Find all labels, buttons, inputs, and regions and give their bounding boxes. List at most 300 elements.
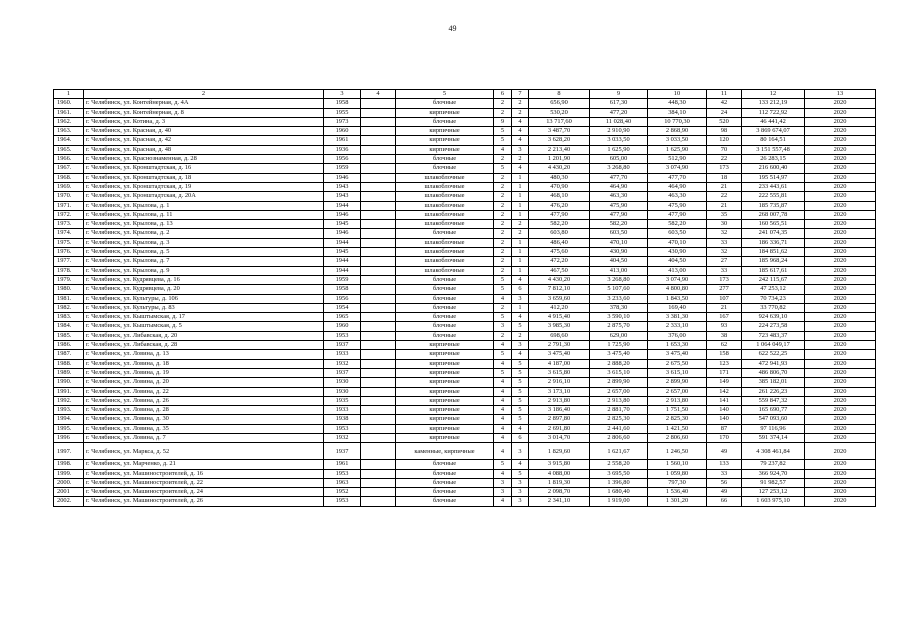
header-cell-total-area: 8 — [529, 90, 590, 99]
cell-total-area: 2 916,10 — [529, 378, 590, 387]
cell-wall-material: кирпичные — [396, 145, 494, 154]
cell-private-area: 464,90 — [648, 182, 707, 191]
table-row — [54, 294, 876, 303]
cell-year-built: 1945 — [324, 220, 361, 229]
cell-wall-material: блочные — [396, 488, 494, 497]
cell-row-number: 1989. — [54, 368, 84, 377]
cell-row-number: 1960. — [54, 99, 84, 108]
cell-entrances: 5 — [512, 469, 529, 478]
cell-col-4 — [361, 248, 396, 257]
cell-total-area: 4 915,40 — [529, 313, 590, 322]
cell-wall-material: кирпичные — [396, 378, 494, 387]
cell-cost: 133 212,19 — [742, 99, 805, 108]
cell-private-area: 797,30 — [648, 478, 707, 487]
cell-total-area: 4 088,00 — [529, 469, 590, 478]
cell-address: г. Челябинск, ул. Кронштадтская, д. 18 — [84, 173, 324, 182]
cell-residents: 38 — [707, 331, 742, 340]
cell-year: 2020 — [805, 127, 876, 136]
cell-year: 2020 — [805, 378, 876, 387]
table-row — [54, 396, 876, 405]
cell-row-number: 1979. — [54, 275, 84, 284]
cell-private-area: 2 913,80 — [648, 396, 707, 405]
cell-address: г. Челябинск, ул. Ловина, д. 22 — [84, 387, 324, 396]
cell-year: 2020 — [805, 229, 876, 238]
header-cell-cost: 12 — [742, 90, 805, 99]
cell-residents: 35 — [707, 210, 742, 219]
cell-residents: 173 — [707, 275, 742, 284]
cell-year: 2020 — [805, 478, 876, 487]
cell-row-number: 1974. — [54, 229, 84, 238]
cell-address: г. Челябинск, ул. Ловина, д. 18 — [84, 359, 324, 368]
cell-entrances: 5 — [512, 396, 529, 405]
cell-wall-material: блочные — [396, 99, 494, 108]
cell-cost: 70 734,23 — [742, 294, 805, 303]
cell-cost: 472 941,93 — [742, 359, 805, 368]
cell-floors: 5 — [494, 164, 512, 173]
cell-total-area: 3 615,80 — [529, 368, 590, 377]
table-row — [54, 248, 876, 257]
cell-residents: 98 — [707, 127, 742, 136]
cell-floors: 4 — [494, 294, 512, 303]
cell-row-number: 1962. — [54, 117, 84, 126]
table-row — [54, 443, 876, 460]
cell-cost: 3 151 557,48 — [742, 145, 805, 154]
cell-wall-material: кирпичные — [396, 359, 494, 368]
cell-residents: 56 — [707, 478, 742, 487]
cell-address: г. Челябинск, ул. Машиностроителей, д. 24 — [84, 488, 324, 497]
cell-floors: 4 — [494, 443, 512, 460]
cell-total-area: 656,90 — [529, 99, 590, 108]
cell-cost: 241 074,35 — [742, 229, 805, 238]
header-cell-row-number: 1 — [54, 90, 84, 99]
cell-wall-material: кирпичные — [396, 350, 494, 359]
cell-residents: 167 — [707, 313, 742, 322]
cell-residential-area: 2 881,70 — [590, 406, 648, 415]
cell-wall-material: шлакоблочные — [396, 257, 494, 266]
cell-row-number: 1993. — [54, 406, 84, 415]
cell-residents: 21 — [707, 182, 742, 191]
cell-private-area: 3 074,90 — [648, 275, 707, 284]
cell-year: 2020 — [805, 285, 876, 294]
cell-private-area: 384,10 — [648, 108, 707, 117]
cell-cost: 26 283,15 — [742, 155, 805, 164]
cell-floors: 5 — [494, 350, 512, 359]
cell-address: г. Челябинск, ул. Крылова, д. 2 — [84, 229, 324, 238]
cell-col-4 — [361, 155, 396, 164]
cell-floors: 4 — [494, 415, 512, 424]
cell-residential-area: 582,20 — [590, 220, 648, 229]
cell-row-number: 1968. — [54, 173, 84, 182]
cell-total-area: 4 187,00 — [529, 359, 590, 368]
cell-row-number: 1971. — [54, 201, 84, 210]
cell-address: г. Челябинск, ул. Маркса, д. 52 — [84, 443, 324, 460]
cell-wall-material: блочные — [396, 229, 494, 238]
table-row — [54, 478, 876, 487]
cell-year-built: 1944 — [324, 257, 361, 266]
cell-year-built: 1953 — [324, 497, 361, 506]
cell-year: 2020 — [805, 248, 876, 257]
cell-wall-material: шлакоблочные — [396, 173, 494, 182]
cell-cost: 165 690,77 — [742, 406, 805, 415]
cell-residential-area: 2 558,20 — [590, 460, 648, 469]
cell-total-area: 3 487,70 — [529, 127, 590, 136]
table-row — [54, 275, 876, 284]
table-header — [54, 90, 876, 99]
cell-total-area: 472,20 — [529, 257, 590, 266]
cell-residential-area: 477,20 — [590, 108, 648, 117]
cell-address: г. Челябинск, ул. Крылова, д. 5 — [84, 248, 324, 257]
cell-year: 2020 — [805, 173, 876, 182]
cell-residential-area: 2 913,80 — [590, 396, 648, 405]
cell-total-area: 475,60 — [529, 248, 590, 257]
cell-cost: 127 253,12 — [742, 488, 805, 497]
table-row — [54, 387, 876, 396]
cell-residential-area: 3 268,80 — [590, 164, 648, 173]
cell-entrances: 2 — [512, 331, 529, 340]
cell-floors: 2 — [494, 303, 512, 312]
cell-residents: 87 — [707, 424, 742, 433]
cell-col-4 — [361, 378, 396, 387]
cell-wall-material: шлакоблочные — [396, 220, 494, 229]
header-row — [54, 90, 876, 99]
cell-private-area: 1 843,50 — [648, 294, 707, 303]
cell-entrances: 5 — [512, 322, 529, 331]
cell-residential-area: 603,50 — [590, 229, 648, 238]
cell-col-4 — [361, 350, 396, 359]
cell-floors: 5 — [494, 368, 512, 377]
cell-address: г. Челябинск, ул. Крылова, д. 7 — [84, 257, 324, 266]
cell-year-built: 1960 — [324, 322, 361, 331]
cell-year-built: 1958 — [324, 285, 361, 294]
cell-private-area: 169,40 — [648, 303, 707, 312]
cell-year-built: 1946 — [324, 210, 361, 219]
cell-col-4 — [361, 368, 396, 377]
cell-entrances: 5 — [512, 378, 529, 387]
cell-address: г. Челябинск, ул. Ловина, д. 19 — [84, 368, 324, 377]
cell-year: 2020 — [805, 359, 876, 368]
cell-entrances: 1 — [512, 248, 529, 257]
cell-row-number: 1963. — [54, 127, 84, 136]
cell-wall-material: блочные — [396, 460, 494, 469]
cell-col-4 — [361, 294, 396, 303]
header-cell-col-4: 4 — [361, 90, 396, 99]
cell-entrances: 3 — [512, 294, 529, 303]
cell-private-area: 603,50 — [648, 229, 707, 238]
cell-floors: 5 — [494, 460, 512, 469]
cell-residents: 22 — [707, 192, 742, 201]
cell-year-built: 1933 — [324, 406, 361, 415]
cell-col-4 — [361, 238, 396, 247]
cell-total-area: 412,20 — [529, 303, 590, 312]
cell-row-number: 1965. — [54, 145, 84, 154]
cell-wall-material: блочные — [396, 285, 494, 294]
cell-year: 2020 — [805, 155, 876, 164]
cell-year: 2020 — [805, 145, 876, 154]
cell-row-number: 1988. — [54, 359, 84, 368]
cell-residential-area: 2 825,30 — [590, 415, 648, 424]
cell-cost: 112 722,92 — [742, 108, 805, 117]
cell-address: г. Челябинск, ул. Машиностроителей, д. 26 — [84, 497, 324, 506]
cell-residential-area: 1 725,90 — [590, 341, 648, 350]
cell-residential-area: 475,90 — [590, 201, 648, 210]
cell-year: 2020 — [805, 201, 876, 210]
cell-floors: 2 — [494, 182, 512, 191]
cell-entrances: 1 — [512, 210, 529, 219]
cell-private-area: 2 825,30 — [648, 415, 707, 424]
cell-entrances: 5 — [512, 415, 529, 424]
cell-row-number: 1996 — [54, 433, 84, 442]
cell-address: г. Челябинск, ул. Контейнерная, д. 4А — [84, 99, 324, 108]
cell-residential-area: 2 888,20 — [590, 359, 648, 368]
cell-row-number: 1964. — [54, 136, 84, 145]
cell-year-built: 1961 — [324, 460, 361, 469]
cell-row-number: 1985. — [54, 331, 84, 340]
cell-total-area: 477,90 — [529, 210, 590, 219]
cell-residential-area: 2 910,90 — [590, 127, 648, 136]
cell-row-number: 1982. — [54, 303, 84, 312]
cell-address: г. Челябинск, ул. Краснознаменная, д. 28 — [84, 155, 324, 164]
cell-residents: 18 — [707, 173, 742, 182]
cell-year-built: 1930 — [324, 387, 361, 396]
cell-wall-material: блочные — [396, 313, 494, 322]
cell-entrances: 3 — [512, 341, 529, 350]
cell-floors: 4 — [494, 145, 512, 154]
table-row — [54, 192, 876, 201]
cell-col-4 — [361, 460, 396, 469]
cell-year-built: 1956 — [324, 294, 361, 303]
cell-col-4 — [361, 322, 396, 331]
cell-row-number: 1986. — [54, 341, 84, 350]
cell-private-area: 2 806,60 — [648, 433, 707, 442]
cell-residents: 107 — [707, 294, 742, 303]
table-row — [54, 229, 876, 238]
cell-wall-material: кирпичные — [396, 406, 494, 415]
cell-residents: 171 — [707, 368, 742, 377]
cell-private-area: 1 246,50 — [648, 443, 707, 460]
cell-wall-material: шлакоблочные — [396, 238, 494, 247]
cell-year-built: 1943 — [324, 192, 361, 201]
cell-cost: 91 982,57 — [742, 478, 805, 487]
cell-entrances: 5 — [512, 406, 529, 415]
cell-address: г. Челябинск, ул. Котина, д. 3 — [84, 117, 324, 126]
cell-cost: 185 735,87 — [742, 201, 805, 210]
cell-private-area: 475,90 — [648, 201, 707, 210]
cell-year-built: 1944 — [324, 201, 361, 210]
cell-year-built: 1932 — [324, 433, 361, 442]
cell-col-4 — [361, 201, 396, 210]
cell-total-area: 486,40 — [529, 238, 590, 247]
cell-cost: 80 164,51 — [742, 136, 805, 145]
cell-residents: 33 — [707, 469, 742, 478]
cell-col-4 — [361, 359, 396, 368]
cell-row-number: 1990. — [54, 378, 84, 387]
cell-wall-material: кирпичные — [396, 127, 494, 136]
cell-year: 2020 — [805, 275, 876, 284]
cell-col-4 — [361, 182, 396, 191]
cell-wall-material: шлакоблочные — [396, 266, 494, 275]
cell-private-area: 1 301,20 — [648, 497, 707, 506]
cell-residents: 140 — [707, 406, 742, 415]
cell-private-area: 413,00 — [648, 266, 707, 275]
cell-floors: 5 — [494, 313, 512, 322]
header-cell-residents: 11 — [707, 90, 742, 99]
cell-cost: 195 514,97 — [742, 173, 805, 182]
cell-floors: 4 — [494, 406, 512, 415]
cell-residential-area: 1 621,67 — [590, 443, 648, 460]
cell-residential-area: 378,30 — [590, 303, 648, 312]
cell-wall-material: кирпичные — [396, 424, 494, 433]
cell-total-area: 4 430,20 — [529, 275, 590, 284]
cell-col-4 — [361, 313, 396, 322]
cell-private-area: 404,50 — [648, 257, 707, 266]
cell-col-4 — [361, 396, 396, 405]
cell-entrances: 1 — [512, 201, 529, 210]
cell-residents: 49 — [707, 488, 742, 497]
cell-year: 2020 — [805, 443, 876, 460]
cell-total-area: 2 913,80 — [529, 396, 590, 405]
cell-wall-material: блочные — [396, 469, 494, 478]
cell-entrances: 1 — [512, 303, 529, 312]
cell-floors: 2 — [494, 210, 512, 219]
cell-entrances: 2 — [512, 155, 529, 164]
cell-wall-material: кирпичные — [396, 368, 494, 377]
cell-total-area: 3 659,60 — [529, 294, 590, 303]
cell-floors: 4 — [494, 497, 512, 506]
cell-residents: 49 — [707, 443, 742, 460]
cell-col-4 — [361, 164, 396, 173]
table-row — [54, 406, 876, 415]
cell-address: г. Челябинск, ул. Красная, д. 42 — [84, 136, 324, 145]
cell-private-area: 2 868,90 — [648, 127, 707, 136]
table-row — [54, 469, 876, 478]
cell-row-number: 1961. — [54, 108, 84, 117]
cell-cost: 486 806,70 — [742, 368, 805, 377]
cell-address: г. Челябинск, ул. Кронштадтская, д. 16 — [84, 164, 324, 173]
cell-residential-area: 3 695,50 — [590, 469, 648, 478]
cell-year: 2020 — [805, 266, 876, 275]
cell-cost: 591 374,14 — [742, 433, 805, 442]
cell-residential-area: 629,00 — [590, 331, 648, 340]
cell-floors: 2 — [494, 266, 512, 275]
cell-year: 2020 — [805, 294, 876, 303]
cell-year-built: 1953 — [324, 469, 361, 478]
table-row — [54, 313, 876, 322]
cell-private-area: 376,00 — [648, 331, 707, 340]
table-row — [54, 136, 876, 145]
cell-cost: 4 308 461,84 — [742, 443, 805, 460]
table-row — [54, 164, 876, 173]
cell-entrances: 4 — [512, 350, 529, 359]
table-row — [54, 266, 876, 275]
cell-residents: 27 — [707, 257, 742, 266]
table-row — [54, 368, 876, 377]
cell-residential-area: 3 590,10 — [590, 313, 648, 322]
cell-residential-area: 464,90 — [590, 182, 648, 191]
cell-cost: 46 441,42 — [742, 117, 805, 126]
cell-floors: 4 — [494, 396, 512, 405]
cell-row-number: 1967. — [54, 164, 84, 173]
cell-floors: 4 — [494, 387, 512, 396]
cell-year: 2020 — [805, 99, 876, 108]
cell-total-area: 467,50 — [529, 266, 590, 275]
cell-entrances: 1 — [512, 238, 529, 247]
cell-year: 2020 — [805, 117, 876, 126]
cell-col-4 — [361, 136, 396, 145]
cell-wall-material: шлакоблочные — [396, 210, 494, 219]
cell-wall-material: кирпичные — [396, 341, 494, 350]
cell-wall-material: блочные — [396, 155, 494, 164]
cell-address: г. Челябинск, ул. Крылова, д. 1 — [84, 201, 324, 210]
cell-residents: 140 — [707, 415, 742, 424]
cell-wall-material: блочные — [396, 294, 494, 303]
cell-year: 2020 — [805, 182, 876, 191]
cell-wall-material: блочные — [396, 117, 494, 126]
cell-year-built: 1973 — [324, 117, 361, 126]
cell-private-area: 512,90 — [648, 155, 707, 164]
cell-year-built: 1959 — [324, 164, 361, 173]
cell-year: 2020 — [805, 424, 876, 433]
cell-residents: 70 — [707, 145, 742, 154]
cell-private-area: 3 033,50 — [648, 136, 707, 145]
cell-row-number: 1970. — [54, 192, 84, 201]
cell-floors: 2 — [494, 108, 512, 117]
cell-wall-material: кирпичные — [396, 415, 494, 424]
cell-floors: 5 — [494, 275, 512, 284]
cell-year: 2020 — [805, 368, 876, 377]
cell-row-number: 1999. — [54, 469, 84, 478]
cell-year: 2020 — [805, 220, 876, 229]
cell-col-4 — [361, 266, 396, 275]
cell-cost: 242 115,67 — [742, 275, 805, 284]
cell-total-area: 2 098,70 — [529, 488, 590, 497]
cell-year-built: 1954 — [324, 303, 361, 312]
cell-private-area: 448,30 — [648, 99, 707, 108]
cell-residents: 120 — [707, 136, 742, 145]
cell-year-built: 1955 — [324, 108, 361, 117]
cell-residents: 158 — [707, 350, 742, 359]
cell-residential-area: 1 919,00 — [590, 497, 648, 506]
header-cell-wall-material: 5 — [396, 90, 494, 99]
cell-private-area: 3 615,10 — [648, 368, 707, 377]
cell-wall-material: кирпичные — [396, 396, 494, 405]
cell-private-area: 470,10 — [648, 238, 707, 247]
cell-col-4 — [361, 424, 396, 433]
cell-col-4 — [361, 469, 396, 478]
cell-total-area: 1 829,60 — [529, 443, 590, 460]
cell-cost: 547 093,60 — [742, 415, 805, 424]
cell-total-area: 3 628,20 — [529, 136, 590, 145]
table-row — [54, 378, 876, 387]
cell-row-number: 1969. — [54, 182, 84, 191]
cell-entrances: 4 — [512, 127, 529, 136]
cell-private-area: 1 751,50 — [648, 406, 707, 415]
cell-entrances: 3 — [512, 497, 529, 506]
cell-cost: 261 226,23 — [742, 387, 805, 396]
cell-address: г. Челябинск, ул. Машиностроителей, д. 22 — [84, 478, 324, 487]
table-row — [54, 359, 876, 368]
table-row — [54, 285, 876, 294]
cell-total-area: 2 341,10 — [529, 497, 590, 506]
cell-address: г. Челябинск, ул. Ловина, д. 30 — [84, 415, 324, 424]
cell-residential-area: 1 625,90 — [590, 145, 648, 154]
cell-wall-material: блочные — [396, 497, 494, 506]
cell-total-area: 2 691,80 — [529, 424, 590, 433]
cell-residential-area: 605,00 — [590, 155, 648, 164]
cell-private-area: 1 653,30 — [648, 341, 707, 350]
cell-col-4 — [361, 406, 396, 415]
cell-cost: 224 273,58 — [742, 322, 805, 331]
cell-cost: 47 253,12 — [742, 285, 805, 294]
